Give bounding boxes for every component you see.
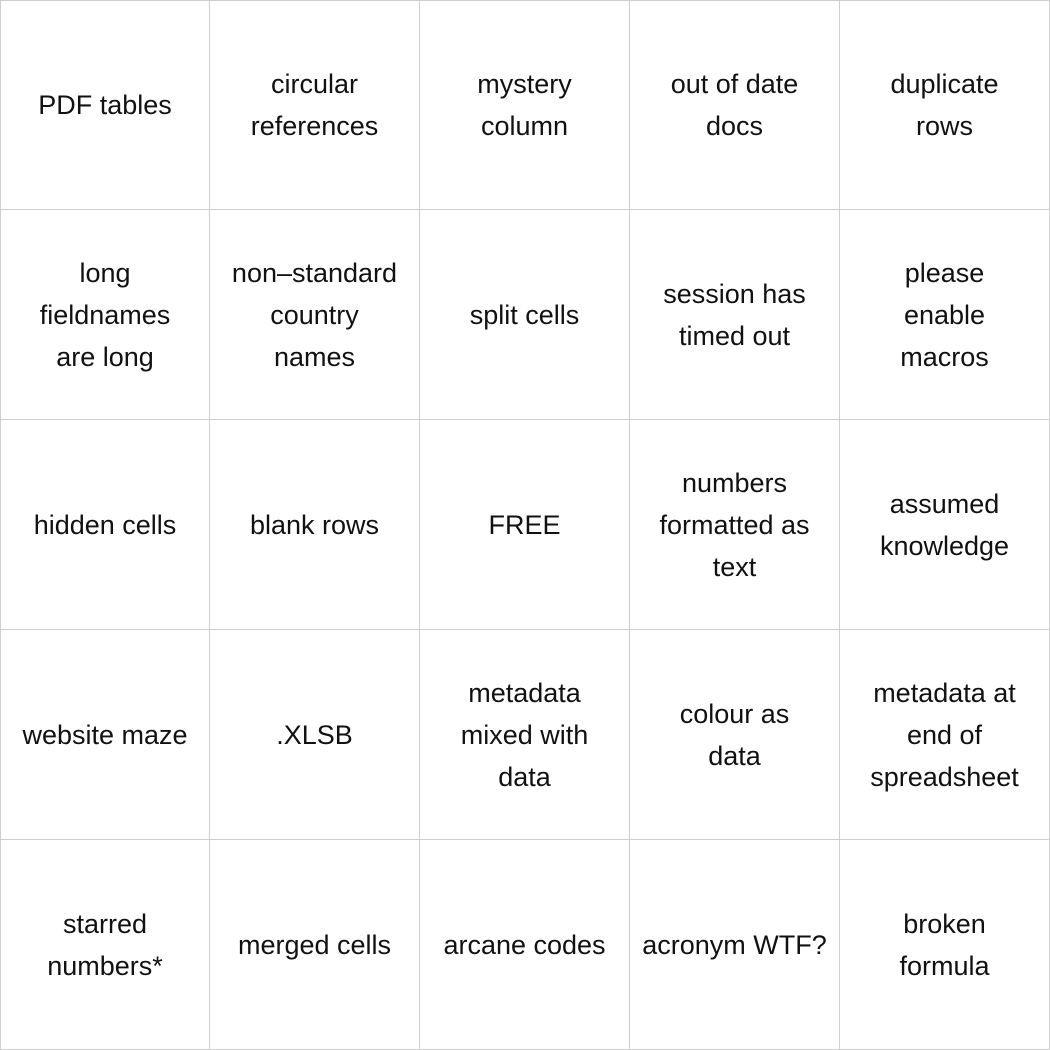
bingo-cell: colour as data xyxy=(630,630,840,840)
bingo-free-cell: FREE xyxy=(420,420,630,630)
bingo-cell: long fieldnames are long xyxy=(0,210,210,420)
bingo-cell: website maze xyxy=(0,630,210,840)
bingo-cell: blank rows xyxy=(210,420,420,630)
bingo-cell: hidden cells xyxy=(0,420,210,630)
bingo-cell: broken formula xyxy=(840,840,1050,1050)
bingo-cell: out of date docs xyxy=(630,0,840,210)
bingo-cell: split cells xyxy=(420,210,630,420)
bingo-cell: PDF tables xyxy=(0,0,210,210)
bingo-cell: metadata mixed with data xyxy=(420,630,630,840)
bingo-cell: metadata at end of spreadsheet xyxy=(840,630,1050,840)
bingo-cell: please enable macros xyxy=(840,210,1050,420)
bingo-cell: circular references xyxy=(210,0,420,210)
bingo-cell: numbers formatted as text xyxy=(630,420,840,630)
bingo-cell: arcane codes xyxy=(420,840,630,1050)
bingo-cell: session has timed out xyxy=(630,210,840,420)
bingo-cell: starred numbers* xyxy=(0,840,210,1050)
bingo-cell: mystery column xyxy=(420,0,630,210)
bingo-cell: .XLSB xyxy=(210,630,420,840)
bingo-cell: acronym WTF? xyxy=(630,840,840,1050)
bingo-cell: duplicate rows xyxy=(840,0,1050,210)
bingo-cell: non–standard country names xyxy=(210,210,420,420)
bingo-cell: assumed knowledge xyxy=(840,420,1050,630)
bingo-cell: merged cells xyxy=(210,840,420,1050)
